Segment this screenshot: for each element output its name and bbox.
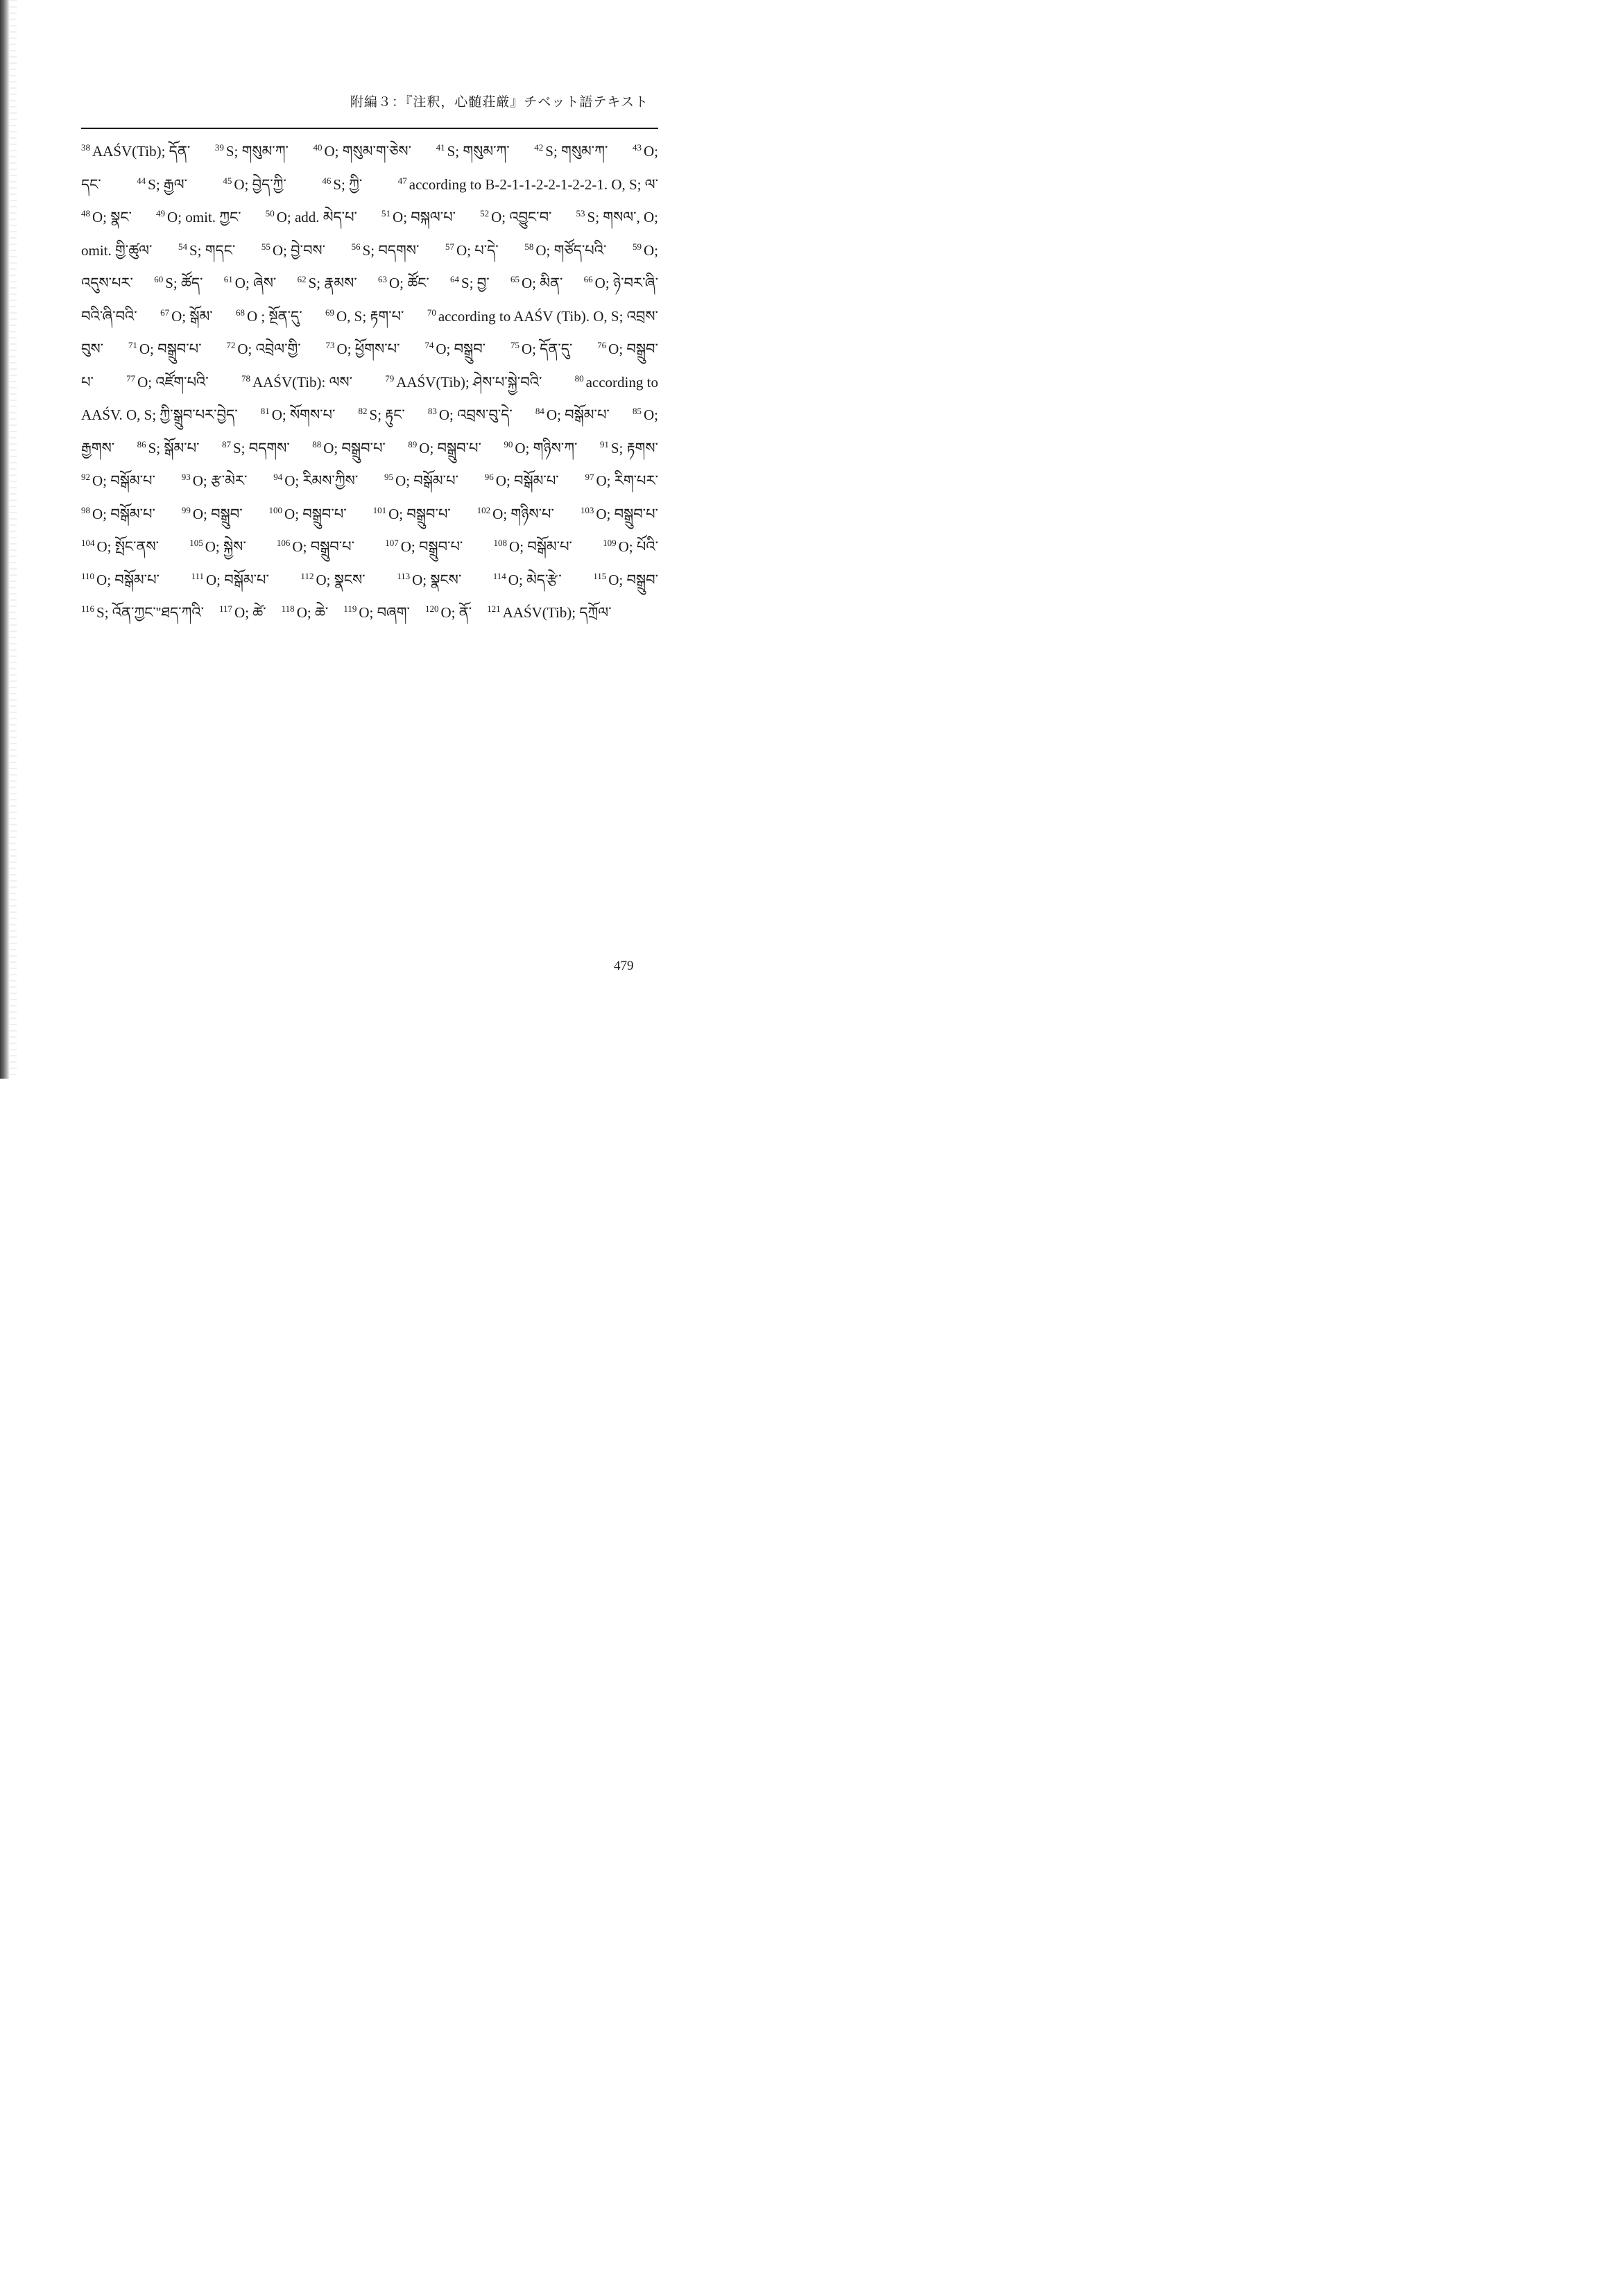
footnote-number: 40: [313, 142, 323, 153]
footnote-text: according to AAŚV (Tib). O, S; འབྲས་: [438, 307, 658, 325]
footnote-text: S; རྣམས་: [308, 275, 357, 291]
footnote-number: 51: [381, 208, 391, 219]
footnote-entry: [510, 333, 572, 366]
footnote-number: 73: [325, 340, 335, 350]
footnote-text: པ་: [81, 373, 94, 391]
footnote-number: 119: [343, 603, 357, 614]
footnote-entry: [603, 531, 658, 564]
footnote-text: O; གཙོད་པའི་: [535, 241, 607, 259]
footnote-text: O; སྣངས་: [412, 571, 462, 588]
footnote-text: S; བྱ་: [461, 275, 490, 291]
footnote-number: 111: [191, 570, 204, 581]
footnote-number: 81: [260, 406, 270, 416]
footnote-entry: [487, 597, 611, 630]
footnote-text: according to B-2-1-1-2-2-1-2-2-1. O, S; ལ་: [409, 175, 658, 193]
footnote-entry: [585, 465, 658, 498]
footnote-text: O; ཆེ་: [296, 604, 329, 621]
footnote-text: S; གསུམ་ཀ་: [447, 143, 510, 160]
footnote-number: 90: [504, 438, 513, 449]
footnote-number: 44: [137, 175, 146, 186]
footnote-entry: [524, 234, 606, 268]
footnote-number: 113: [397, 570, 411, 581]
footnote-text: O; རྩ་མེར་: [192, 472, 248, 489]
footnote-text: O; བསྒོམ་པ་: [395, 472, 458, 489]
footnote-text: O; omit. ཀྱང་: [167, 209, 241, 225]
footnote-entry: [178, 234, 235, 268]
footnotes-block: [81, 135, 658, 630]
binding-shadow: [0, 0, 10, 1079]
footnote-number: 66: [583, 274, 593, 284]
footnote-line: [81, 300, 658, 334]
footnote-text: S; གསུམ་ཀ་: [225, 143, 289, 160]
footnote-entry: [450, 267, 490, 300]
footnote-number: 95: [384, 472, 394, 482]
footnote-text: O; བསྒྲུབ་: [192, 505, 243, 522]
footnote-entry: [325, 300, 404, 334]
footnote-text: O; བསྒོམ་པ་: [546, 406, 610, 423]
footnote-text: S; གདང་: [189, 241, 236, 259]
footnote-line: [81, 234, 658, 268]
footnote-entry: [266, 201, 357, 234]
footnote-entry: [359, 399, 405, 432]
footnote-text: རྒྱགས་: [81, 439, 115, 456]
footnote-number: 52: [480, 208, 490, 219]
footnote-text: O; ནོ་: [440, 604, 472, 621]
footnote-text: O; བསྒྲུབ་པ་: [388, 505, 451, 522]
header-rule: [81, 128, 658, 129]
footnote-number: 65: [510, 274, 519, 284]
footnote-entry: [222, 432, 290, 465]
footnote-entry: [381, 201, 456, 234]
footnote-text: O; དོན་དུ་: [521, 341, 573, 357]
footnote-text: O; པ་དེ་: [456, 241, 499, 259]
footnote-entry: [373, 498, 451, 531]
footnote-line: [81, 597, 658, 630]
footnote-entry: [493, 564, 562, 597]
footnote-number: 76: [597, 340, 607, 350]
footnote-entry: [427, 300, 658, 334]
footnote-line: [81, 399, 658, 432]
footnote-text: O; ཞེས་: [234, 275, 277, 291]
footnote-line: [81, 531, 658, 564]
footnote-number: 97: [585, 472, 594, 482]
footnote-text: O; འཛོག་པའི་: [137, 373, 209, 391]
footnote-text: O; add. མེད་པ་: [276, 209, 357, 225]
footnote-line: [81, 366, 658, 400]
footnote-entry: [236, 300, 302, 334]
footnote-number: 71: [128, 340, 137, 350]
running-head: 附編３：『注釈，心髄荘厳』チベット語テキスト: [350, 94, 649, 110]
footnote-entry: [160, 300, 213, 334]
footnote-entry: [241, 366, 352, 400]
footnote-entry: [480, 201, 551, 234]
footnote-number: 74: [424, 340, 434, 350]
footnote-entry: [126, 366, 209, 400]
footnote-entry: [261, 399, 336, 432]
footnote-entry: [269, 498, 347, 531]
footnote-entry: [81, 169, 101, 202]
footnote-number: 114: [492, 570, 506, 581]
footnote-entry: [154, 267, 203, 300]
footnote-entry: [385, 531, 463, 564]
footnote-text: O; སྐྱེས་: [205, 538, 246, 555]
footnote-text: O; མིན་: [521, 275, 563, 291]
footnote-number: 77: [126, 372, 136, 384]
footnote-entry: [81, 432, 114, 465]
footnote-text: O; བསྒོམ་པ་: [96, 571, 160, 588]
footnote-entry: [575, 366, 658, 400]
footnote-text: S; གསུམ་ཀ་: [545, 143, 608, 160]
footnote-entry: [534, 135, 608, 169]
footnote-number: 98: [81, 504, 90, 515]
footnote-entry: [219, 597, 266, 630]
footnote-entry: [593, 564, 658, 597]
footnote-number: 56: [351, 241, 361, 252]
footnote-number: 63: [378, 274, 388, 284]
footnote-line: [81, 201, 658, 234]
footnote-text: O; བཞག་: [359, 604, 410, 621]
footnote-entry: [510, 267, 563, 300]
footnote-number: 72: [226, 340, 236, 350]
footnote-entry: [633, 399, 658, 432]
footnote-text: བུས་: [81, 341, 104, 357]
footnote-number: 43: [632, 142, 642, 153]
footnote-entry: [81, 135, 190, 169]
footnote-number: 101: [372, 504, 387, 515]
footnote-entry: [81, 597, 204, 630]
footnote-entry: [215, 135, 289, 169]
footnote-number: 106: [276, 538, 291, 548]
footnote-entry: [182, 498, 243, 531]
footnote-text: དང་: [81, 175, 101, 193]
footnote-number: 67: [160, 307, 170, 318]
footnote-text: O ; སྔོན་དུ་: [247, 307, 302, 325]
footnote-text: O; འབྱུང་བ་: [491, 209, 552, 225]
footnote-entry: [445, 234, 499, 268]
footnote-entry: [494, 531, 572, 564]
footnote-text: O; སྣང་: [92, 209, 132, 225]
footnote-number: 68: [236, 307, 246, 318]
footnote-text: O; བསྒོམ་པ་: [509, 538, 572, 555]
footnote-number: 75: [510, 340, 519, 350]
footnote-text: O; བསྒྲུབ་པ་: [596, 505, 658, 522]
footnote-number: 69: [325, 307, 335, 318]
footnote-entry: [226, 333, 300, 366]
footnote-entry: [314, 135, 412, 169]
footnote-number: 58: [524, 241, 534, 252]
footnote-number: 39: [214, 142, 224, 153]
footnote-text: S; རྟུང་: [369, 406, 405, 423]
footnote-line: [81, 169, 658, 202]
footnote-text: S; ཚོད་: [165, 275, 203, 291]
footnote-number: 96: [484, 472, 494, 482]
footnote-number: 55: [261, 241, 270, 252]
footnote-entry: [81, 498, 155, 531]
footnote-entry: [273, 465, 358, 498]
footnote-number: 86: [137, 438, 146, 449]
footnote-entry: [298, 267, 357, 300]
footnote-entry: [633, 234, 658, 268]
footnote-number: 121: [487, 603, 501, 614]
footnote-number: 80: [574, 372, 584, 384]
footnote-text: O; བྱེད་ཀྱི་: [234, 175, 286, 193]
footnote-text: O; བསྒོམ་པ་: [206, 571, 269, 588]
footnote-text: O; པོའི་: [618, 538, 658, 555]
footnote-number: 120: [424, 603, 439, 614]
footnote-number: 117: [219, 603, 233, 614]
footnote-line: [81, 333, 658, 366]
footnote-entry: [424, 333, 486, 366]
footnote-text: AAŚV(Tib); དོན་: [92, 143, 191, 160]
footnote-entry: [300, 564, 365, 597]
footnote-entry: [597, 333, 658, 366]
footnote-number: 109: [603, 538, 617, 548]
footnote-number: 46: [322, 175, 332, 186]
footnote-entry: [326, 333, 400, 366]
footnote-entry: [576, 201, 658, 234]
footnote-text: O; བསྒོམ་པ་: [92, 505, 155, 522]
footnote-text: O; རིམས་ཀྱིས་: [284, 472, 359, 489]
footnote-entry: [156, 201, 241, 234]
footnote-entry: [584, 267, 658, 300]
footnote-entry: [81, 564, 160, 597]
footnote-line: [81, 432, 658, 465]
footnote-number: 87: [222, 438, 231, 449]
footnote-entry: [408, 432, 481, 465]
footnote-number: 64: [450, 274, 460, 284]
footnote-text: AAŚV(Tib): ལས་: [252, 373, 353, 391]
footnote-text: O; རིག་པར་: [596, 472, 658, 489]
footnote-text: O; བྱེ་བས་: [272, 241, 326, 259]
footnote-text: O; གསུམ་ག་ཅེས་: [324, 143, 412, 160]
footnote-number: 108: [493, 538, 508, 548]
footnote-text: O; སྤོང་ནས་: [96, 538, 160, 555]
footnote-number: 99: [181, 504, 191, 515]
footnote-number: 84: [535, 406, 544, 416]
footnote-entry: [182, 465, 248, 498]
footnote-text: O; བསྒྲུབ་པ་: [419, 439, 481, 456]
footnote-text: S; གསལ་, O;: [587, 209, 658, 225]
footnote-number: 107: [385, 538, 399, 548]
footnote-entry: [277, 531, 354, 564]
footnote-number: 115: [593, 570, 607, 581]
footnote-text: omit. གྱི་ཚུལ་: [81, 241, 153, 259]
footnote-number: 79: [385, 372, 395, 384]
footnote-number: 42: [534, 142, 544, 153]
footnote-entry: [191, 564, 268, 597]
footnote-number: 60: [154, 274, 164, 284]
footnote-text: O; བསྒྲུབ་པ་: [400, 538, 463, 555]
footnote-entry: [282, 597, 329, 630]
scanned-page: [0, 0, 763, 1079]
footnote-text: O;: [643, 143, 658, 160]
footnote-number: 54: [178, 241, 187, 252]
footnote-number: 70: [427, 307, 436, 318]
footnote-number: 48: [81, 208, 90, 219]
footnote-text: O; སྣངས་: [316, 571, 366, 588]
binding-speckle: [10, 0, 17, 1079]
footnote-text: O; བསྐལ་པ་: [393, 209, 456, 225]
footnote-number: 105: [189, 538, 203, 548]
footnote-entry: [477, 498, 554, 531]
footnote-entry: [189, 531, 246, 564]
footnote-number: 61: [223, 274, 233, 284]
footnote-entry: [535, 399, 610, 432]
footnote-number: 57: [445, 241, 454, 252]
footnote-number: 59: [632, 241, 642, 252]
footnote-line: [81, 135, 658, 169]
footnote-entry: [312, 432, 386, 465]
footnote-text: O; ཚོང་: [389, 275, 429, 291]
footnote-number: 93: [181, 472, 191, 482]
footnote-entry: [600, 432, 658, 465]
footnote-number: 91: [599, 438, 609, 449]
page-number: 479: [614, 959, 634, 973]
footnote-number: 104: [81, 538, 95, 548]
footnote-text: O; བསྒྲུབ་པ་: [323, 439, 386, 456]
footnote-number: 89: [408, 438, 418, 449]
footnote-number: 110: [81, 570, 95, 581]
footnote-text: བའི་ཞི་བའི་: [81, 307, 137, 325]
footnote-text: O; བསྒྲུབ་: [608, 341, 658, 357]
footnote-text: S; བདགས་: [362, 241, 420, 259]
footnote-entry: [223, 169, 286, 202]
footnote-entry: [385, 366, 542, 400]
footnote-entry: [81, 399, 238, 432]
footnote-entry: [81, 531, 159, 564]
footnote-entry: [428, 399, 513, 432]
footnote-line: [81, 465, 658, 498]
footnote-line: [81, 498, 658, 531]
footnote-number: 116: [81, 603, 95, 614]
footnote-entry: [81, 267, 133, 300]
footnote-number: 62: [297, 274, 307, 284]
footnote-text: AAŚV(Tib); ཤེས་པ་སྐྱེ་བའི་: [396, 373, 542, 391]
footnote-entry: [633, 135, 658, 169]
footnote-text: O; འབྲས་བུ་དེ་: [438, 406, 513, 423]
footnote-text: O; བསྒྲུབ་པ་: [284, 505, 347, 522]
footnote-entry: [261, 234, 325, 268]
footnote-text: O; བསྒྲུབ་: [608, 571, 658, 588]
footnote-text: S; ཀྱི་: [333, 175, 363, 193]
footnote-number: 100: [268, 504, 283, 515]
footnote-entry: [128, 333, 202, 366]
footnote-entry: [81, 201, 132, 234]
footnote-entry: [425, 597, 472, 630]
footnote-text: O;: [643, 406, 658, 423]
footnote-entry: [81, 300, 137, 334]
footnote-text: S; རྟགས་: [610, 439, 658, 456]
footnote-number: 78: [241, 372, 250, 384]
footnote-entry: [137, 432, 200, 465]
footnote-number: 82: [358, 406, 368, 416]
footnote-number: 41: [436, 142, 445, 153]
footnote-text: S; སྒོམ་པ་: [148, 439, 200, 456]
footnote-entry: [81, 234, 152, 268]
footnote-number: 47: [397, 175, 407, 186]
footnote-text: O; བསྒྲུབ་པ་: [292, 538, 355, 555]
footnote-number: 118: [281, 603, 295, 614]
footnote-text: O; བསྒོམ་པ་: [495, 472, 559, 489]
footnote-text: according to: [585, 373, 658, 391]
footnote-number: 53: [576, 208, 585, 219]
footnote-entry: [81, 465, 155, 498]
footnote-text: O; བསྒོམ་པ་: [92, 472, 155, 489]
footnote-entry: [343, 597, 410, 630]
footnote-text: O; ཚེ་: [234, 604, 266, 621]
footnote-text: S; བདགས་: [233, 439, 290, 456]
footnote-number: 85: [632, 406, 642, 416]
footnote-text: O; ཉེ་བར་ཞི་: [594, 275, 658, 291]
footnote-text: O; བསྒྲུབ་: [436, 341, 486, 357]
footnote-text: AAŚV(Tib); དཀྲོལ་: [502, 604, 612, 621]
footnote-entry: [322, 169, 362, 202]
footnote-entry: [436, 135, 510, 169]
footnote-text: O, S; རྟག་པ་: [336, 307, 404, 325]
footnote-text: O; བསྒྲུབ་པ་: [139, 341, 202, 357]
footnote-text: O; སོགས་པ་: [271, 406, 336, 423]
footnote-number: 94: [273, 472, 283, 482]
footnote-entry: [504, 432, 577, 465]
footnote-text: O; མེད་རྩེ་: [508, 571, 562, 588]
footnote-text: འདུས་པར་: [81, 275, 133, 291]
footnote-number: 83: [427, 406, 437, 416]
footnote-number: 49: [156, 208, 166, 219]
footnote-number: 45: [223, 175, 232, 186]
footnote-entry: [378, 267, 429, 300]
footnote-number: 112: [300, 570, 314, 581]
footnote-entry: [352, 234, 420, 268]
footnote-number: 50: [265, 208, 275, 219]
footnote-entry: [137, 169, 187, 202]
footnote-text: AAŚV. O, S; ཀྱི་སྒྲུབ་པར་བྱེད་: [81, 406, 238, 423]
footnote-text: S; རྒྱལ་: [148, 175, 187, 193]
footnote-entry: [581, 498, 658, 531]
footnote-number: 88: [312, 438, 322, 449]
footnote-number: 102: [476, 504, 491, 515]
footnote-text: O; འབྲེལ་གྱི་: [237, 341, 301, 357]
footnote-entry: [397, 564, 461, 597]
footnote-text: O; ཕྱོགས་པ་: [336, 341, 400, 357]
footnote-text: S; འོན་ཀྱང་''ཐད་ཀའི་: [96, 604, 204, 621]
footnote-entry: [224, 267, 277, 300]
footnote-line: [81, 267, 658, 300]
footnote-text: O;: [643, 241, 658, 259]
footnote-entry: [81, 333, 103, 366]
footnote-number: 92: [81, 472, 90, 482]
footnote-entry: [81, 366, 94, 400]
footnote-entry: [398, 169, 658, 202]
footnote-number: 103: [580, 504, 594, 515]
footnote-number: 38: [81, 142, 90, 153]
footnote-text: O; གཉིས་པ་: [492, 505, 554, 522]
footnote-entry: [384, 465, 458, 498]
footnote-text: O; སྒོམ་: [171, 307, 213, 325]
footnote-entry: [485, 465, 559, 498]
footnote-line: [81, 564, 658, 597]
footnote-text: O; གཉིས་ཀ་: [515, 439, 578, 456]
